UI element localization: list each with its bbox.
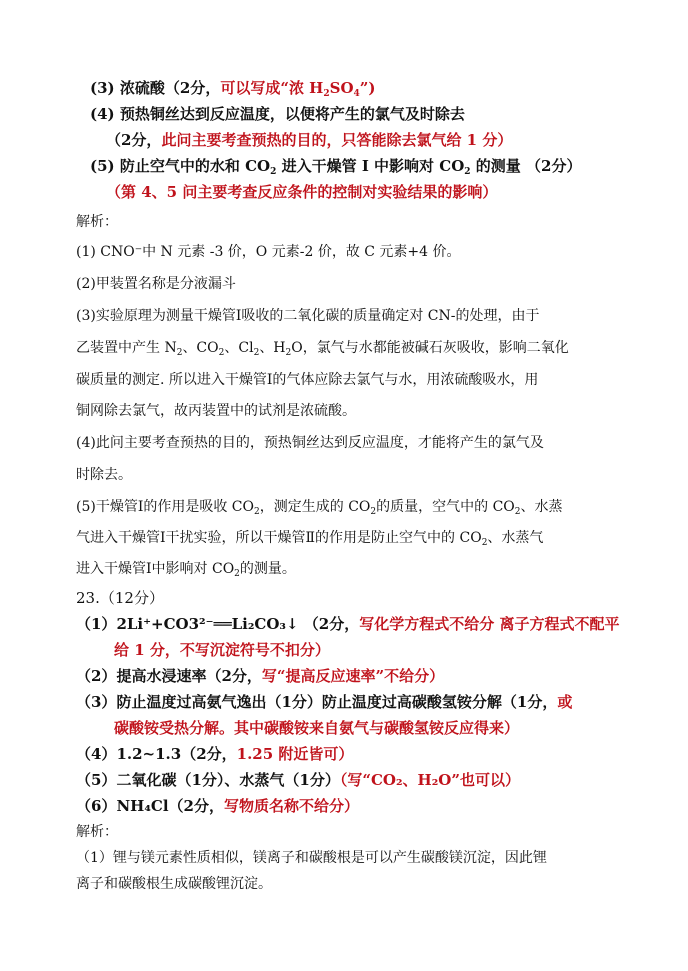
answer-number: (5)	[90, 157, 115, 175]
answer-text: 预热铜丝达到反应温度，以便将产生的氯气及时除去	[119, 105, 465, 123]
analysis-p5-line2: 气进入干燥管Ⅰ干扰实验，所以干燥管Ⅱ的作用是防止空气中的 $CO_2$、水蒸气	[76, 530, 544, 548]
analysis-p3-line4: 铜网除去氯气，故丙装置中的试剂是浓硫酸。	[76, 403, 356, 419]
analysis-p3-line2: 乙装置中产生 $N_2$、$CO_2$、$Cl_2$、$H_2O$，氯气与水都能被碱石灰吸收，影响二氧化	[76, 340, 569, 358]
answer-number: （1）	[76, 615, 117, 633]
q23-answer-6: （6）NH₄Cl（2分，写物质名称不给分）	[76, 797, 359, 815]
answer-number: (3)	[90, 79, 115, 97]
analysis-p2: (2)甲装置名称是分液漏斗	[76, 276, 236, 292]
answer-number: （3）	[76, 693, 117, 711]
analysis-2-line2: 离子和碳酸根生成碳酸锂沉淀。	[76, 876, 272, 892]
q23-answer-3: （3）防止温度过高氨气逸出（1分）防止温度过高碳酸氢铵分解（1分，或	[76, 693, 573, 711]
answer-number: （2）	[76, 667, 117, 685]
answer-4	[90, 104, 465, 124]
answer-number: (4)	[90, 105, 115, 123]
analysis-label: 解析：	[76, 214, 118, 230]
note-red: 写化学方程式不给分 离子方程式不配平	[359, 615, 620, 633]
answer-5	[90, 156, 581, 176]
note-red: （写“CO₂、H₂O”也可以）	[339, 771, 520, 789]
ionic-equation: 2Li⁺+CO3²⁻══Li₂CO₃↓	[116, 615, 299, 633]
analysis-p3-line3: 碳质量的测定. 所以进入干燥管Ⅰ的气体应除去氯气与水，用浓硫酸吸水，用	[76, 372, 539, 388]
note-red: 或	[557, 693, 573, 711]
q23-answer-3-note: 碳酸铵受热分解。其中碳酸铵来自氨气与碳酸氢铵反应得来）	[114, 719, 520, 737]
answer-text: 浓硫酸（2分，	[119, 79, 221, 97]
analysis-p5-line3: 进入干燥管Ⅰ中影响对 $CO_2$的测量。	[76, 561, 296, 579]
analysis-p1: (1) CNO⁻中 N 元素 -3 价，O 元素-2 价，故 C 元素+4 价。	[76, 244, 461, 260]
q23-answer-5: （5）二氧化碳（1分）、水蒸气（1分）（写“CO₂、H₂O”也可以）	[76, 771, 520, 789]
note-red: 写物质名称不给分）	[223, 797, 359, 815]
analysis-2-label: 解析：	[76, 824, 118, 840]
answer-text: 防止空气中的水和 $CO_2$ 进入干燥管 I 中影响对 $CO_2$ 的测量 （2分）	[119, 157, 582, 177]
answer-3	[90, 78, 376, 98]
analysis-p5-line1: (5)干燥管Ⅰ的作用是吸收 $CO_2$，测定生成的 $CO_2$的质量，空气中的 $CO_2$、水蒸	[76, 499, 563, 517]
note-black: （2分，	[106, 131, 162, 149]
analysis-p3-line1: (3)实验原理为测量干燥管Ⅰ吸收的二氧化碳的质量确定对 CN-的处理，由于	[76, 308, 540, 324]
q23-answer-4: （4）1.2~1.3（2分，1.25 附近皆可）	[76, 745, 354, 763]
note-red: 此问主要考查预热的目的，只答能除去氯气给 1 分）	[161, 131, 513, 149]
answer-5-note: （第 4、5 问主要考查反应条件的控制对实验结果的影响）	[106, 183, 498, 201]
analysis-2-line1: （1）锂与镁元素性质相似，镁离子和碳酸根是可以产生碳酸镁沉淀，因此锂	[76, 850, 547, 866]
answer-number: （6）	[76, 797, 117, 815]
analysis-p4-line1: (4)此问主要考查预热的目的，预热铜丝达到反应温度，才能将产生的氯气及	[76, 435, 544, 451]
note-red: 写“提高反应速率”不给分）	[261, 667, 445, 685]
q23-answer-2: （2）提高水浸速率（2分，写“提高反应速率”不给分）	[76, 667, 445, 685]
question-23-header: 23.（12分）	[76, 589, 164, 607]
q23-answer-1: （1）2Li⁺+CO3²⁻══Li₂CO₃↓ （2分，写化学方程式不给分 离子方程式不配平	[76, 615, 620, 633]
answer-note: 可以写成“浓 $H_2SO_4$”)	[220, 79, 376, 99]
note-red: 1.25 附近皆可）	[236, 745, 354, 763]
analysis-p4-line2: 时除去。	[76, 467, 132, 483]
answer-number: （5）	[76, 771, 117, 789]
answer-4-note	[106, 130, 512, 150]
q23-answer-1-note: 给 1 分，不写沉淀符号不扣分）	[114, 641, 330, 659]
answer-number: （4）	[76, 745, 117, 763]
